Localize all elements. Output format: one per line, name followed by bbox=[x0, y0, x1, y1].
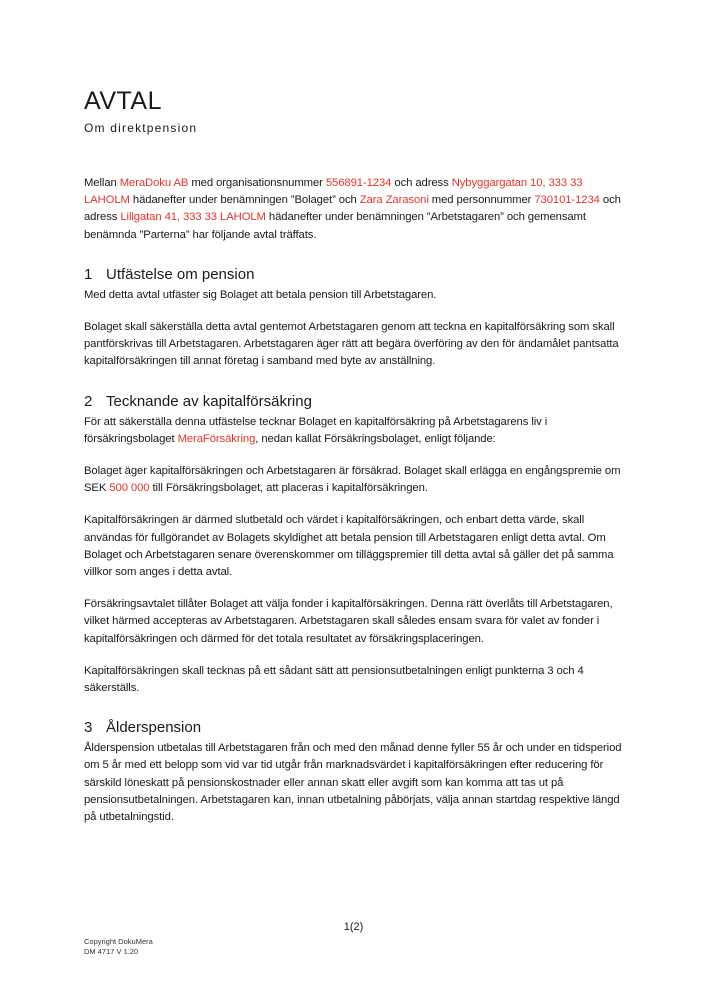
document-title: AVTAL bbox=[84, 87, 162, 115]
section2-paragraph-5: Kapitalförsäkringen skall tecknas på ett sådant sätt att pensionsutbetalningen enligt punkterna 3 och 4 säkerställs. bbox=[84, 664, 584, 695]
section-heading-2: 2 Tecknande av kapitalförsäkring bbox=[84, 392, 312, 410]
employee-name-field: Zara Zarasoni bbox=[359, 194, 429, 207]
document-body bbox=[84, 86, 624, 826]
section2-paragraph-4: Försäkringsavtalet tillåter Bolaget att välja fonder i kapitalförsäkringen. Denna rätt överlåts till Arbetstagaren, vilket härmed accepteras av Arbetstagaren. Arbetstagaren skall således ensam svara för valet av fonder i kapitalförsäkringen och därmed för det totala resultatet av försäkringsplaceringen. bbox=[84, 598, 613, 645]
premium-amount-field: 500 000 bbox=[109, 482, 150, 495]
employee-address-field: Lillgatan 41, 333 33 LAHOLM bbox=[120, 211, 266, 224]
section1-paragraph-2: Bolaget skall säkerställa detta avtal gentemot Arbetstagaren genom att teckna en kapitalförsäkring som skall pantförskrivas till Arbetstagaren. Arbetstagaren äger rätt att begära överföring av den för ändamålet pantsatta kapitalförsäkringen till annat företag i samband med byte av anställning. bbox=[84, 321, 619, 368]
company-name-field: MeraDoku AB bbox=[119, 177, 189, 189]
document-subtitle: Om direktpension bbox=[84, 121, 198, 135]
footer-version: DM 4717 V 1.20 bbox=[84, 947, 139, 956]
section2-paragraph-2: Bolaget äger kapitalförsäkringen och Arbetstagaren är försäkrad. Bolaget skall erlägga en engångspremie om SEK 500 000 till Försäkringsbolaget, att placeras i kapitalförsäkringen. bbox=[84, 465, 621, 495]
footer bbox=[84, 937, 153, 957]
company-address-field: Nybyggargatan 10, 333 33 LAHOLM bbox=[84, 177, 583, 207]
section2-paragraph-3: Kapitalförsäkringen är därmed slutbetald och värdet i kapitalförsäkringen, och enbart detta värde, skall användas för fullgörandet av Bolagets skyldighet att betala pension till Arbetstagaren enligt detta avtal. Om Bolaget och Arbetstagaren senare överenskommer om tilläggspremier till detta avtal så gäller det på samma villkor som anges i detta avtal. bbox=[84, 514, 614, 579]
insurer-name-field: MeraFörsäkring bbox=[177, 432, 256, 445]
page-number: 1(2) bbox=[343, 921, 364, 933]
section3-paragraph-1: Ålderspension utbetalas till Arbetstagaren från och med den månad denne fyller 55 år och under en tidsperiod om 5 år med ett belopp som vid var tid utgår från marknadsvärdet i kapitalförsäkringen efter reducering för särskild löneskatt på pensionskostnader eller annan skatt eller avgift som kan komma att tas ut på pensionsutbetalningen. Arbetstagaren kan, innan utbetalning påbörjats, välja annan startdag respektive längd på utbetalningstid. bbox=[84, 742, 622, 824]
section1-paragraph-1: Med detta avtal utfäster sig Bolaget att betala pension till Arbetstagaren. bbox=[84, 288, 437, 301]
personal-number-field: 730101-1234 bbox=[534, 194, 600, 207]
org-number-field: 556891-1234 bbox=[325, 177, 392, 189]
section2-paragraph-1: För att säkerställa denna utfästelse tecknar Bolaget en kapitalförsäkring på Arbetstagarens liv i försäkringsbolaget MeraFörsäkring, nedan kallat Försäkringsbolaget, enligt följande: bbox=[84, 415, 548, 445]
intro-paragraph: Mellan MeraDoku AB med organisationsnummer 556891-1234 och adress Nybyggargatan 10, 333 33 LAHOLM hädanefter under benämningen ”Bolaget” och Zara Zarasoni med personnummer 730101-1234 och adress Lillgatan 41, 333 33 LAHOLM hädanefter under benämningen ”Arbetstagaren” och gemensamt benämnda ”Parterna” har följande avtal träffats. bbox=[84, 177, 621, 241]
section-heading-3: 3 Ålderspension bbox=[84, 719, 202, 737]
section-heading-1: 1 Utfästelse om pension bbox=[84, 265, 255, 283]
footer-copyright: Copyright DokuMera bbox=[84, 937, 153, 946]
